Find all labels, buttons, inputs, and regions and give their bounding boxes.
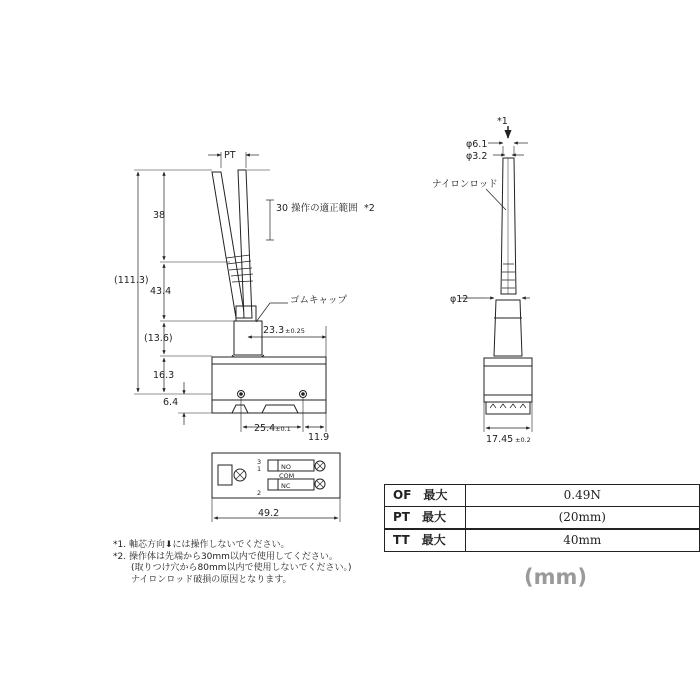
footnote: *1. 軸芯方向⬇には操作しないでください。 (113, 540, 290, 550)
footnote: (取りつけ穴から80mm以内で使用しないでください。) (113, 563, 352, 573)
nylon-rod-label: ナイロンロッド (432, 179, 498, 190)
footnote: *2. 操作体は先端から30mm以内で使用してください。 (113, 551, 338, 562)
dim-phi3-2: φ3.2 (466, 151, 488, 162)
spec-value: (20mm) (465, 507, 699, 530)
dim-11-9: 11.9 (308, 432, 330, 443)
spec-label: PT 最大 (385, 507, 466, 530)
table-row (385, 485, 700, 507)
dim-25-4: 25.4 (254, 423, 276, 434)
table-row (385, 507, 700, 530)
dim-6-4: 6.4 (163, 397, 179, 408)
dim-38: 38 (153, 210, 166, 221)
tol-23-3: ±0.25 (285, 327, 305, 335)
lever-rod (212, 170, 270, 318)
spec-value: 40mm (465, 529, 699, 552)
spec-table (384, 484, 700, 552)
dim-phi12: φ12 (450, 294, 469, 305)
nylon-rod (501, 158, 516, 294)
dim-43-4: 43.4 (150, 286, 172, 297)
nc-label: NC (281, 482, 291, 490)
com-label: COM (279, 472, 295, 480)
terminal-2: 2 (257, 489, 262, 497)
dim-17-45: 17.45 (486, 434, 514, 445)
operating-range-label: 30 操作の適正範囲 (276, 203, 358, 214)
switch-body (212, 357, 326, 413)
no-label: NO (281, 463, 291, 471)
pt-label: PT (224, 150, 236, 161)
footnote: ナイロンロッド破損の原因となります。 (113, 574, 292, 585)
side-view (460, 126, 532, 432)
tol-17-45: ±0.2 (515, 436, 531, 444)
dim-49-2: 49.2 (258, 508, 280, 519)
operating-range-note: *2 (364, 203, 375, 214)
terminal-1: 1 (257, 465, 262, 473)
tol-25-4: ±0.1 (275, 425, 291, 433)
spec-label: TT 最大 (385, 529, 466, 552)
rubber-cap-label: ゴムキャップ (290, 295, 348, 306)
dim-16-3: 16.3 (153, 370, 175, 381)
dim-111-3: (111.3) (114, 275, 149, 286)
side-body (484, 358, 532, 414)
unit-label: (mm) (524, 565, 587, 589)
footnotes (113, 540, 352, 586)
dim-23-3: 23.3 (263, 325, 285, 336)
terminal-3: 3 (257, 458, 262, 466)
dim-phi6-1: φ6.1 (466, 139, 488, 150)
spec-label: OF 最大 (385, 485, 466, 507)
spec-value: 0.49N (465, 485, 699, 507)
dim-13-6: (13.6) (144, 333, 173, 344)
note-mark: *1 (497, 116, 508, 127)
table-row (385, 529, 700, 552)
